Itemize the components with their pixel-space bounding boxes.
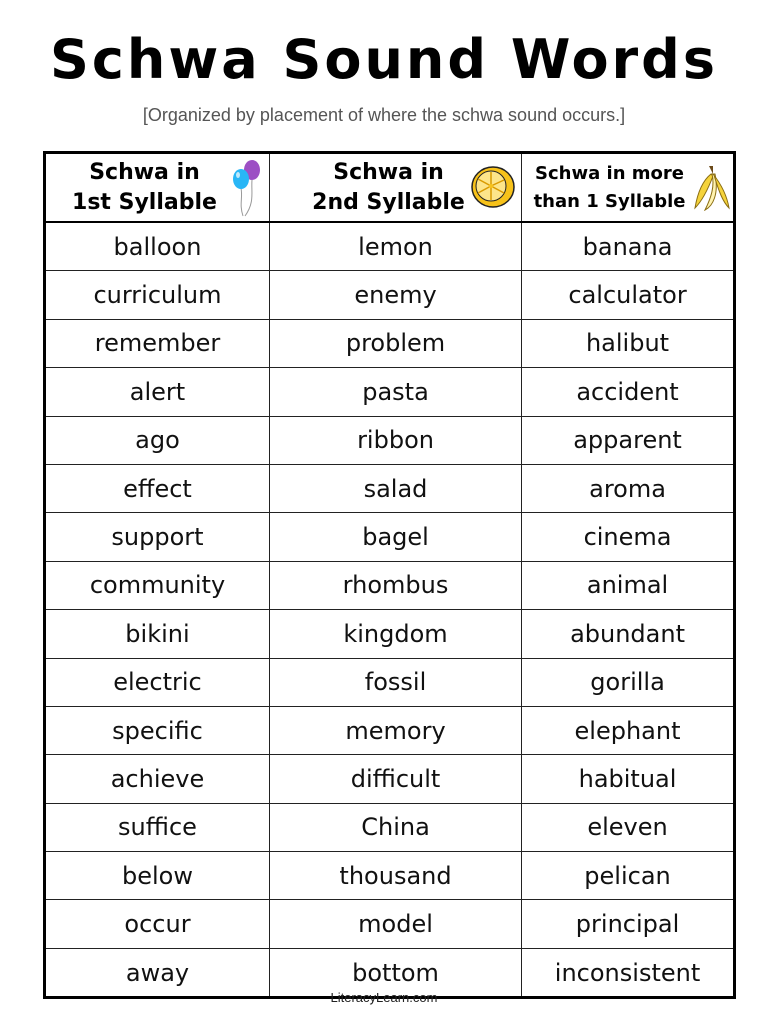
- word-cell: bagel: [269, 513, 521, 561]
- word-cell: halibut: [522, 319, 735, 367]
- header-row: [45, 153, 735, 223]
- table-row: [45, 755, 735, 803]
- table-row: [45, 416, 735, 464]
- table-row: [45, 852, 735, 900]
- header-line-2: than 1 Syllable: [533, 190, 686, 212]
- site-footer: LiteracyLearn.com: [330, 990, 438, 1005]
- word-cell: support: [45, 513, 270, 561]
- word-cell: pelican: [522, 852, 735, 900]
- word-cell: below: [45, 852, 270, 900]
- word-cell: remember: [45, 319, 270, 367]
- header-line-1: Schwa in: [89, 159, 200, 185]
- header-line-2: 2nd Syllable: [312, 189, 465, 215]
- table-row: [45, 368, 735, 416]
- word-cell: elephant: [522, 706, 735, 754]
- word-cell: lemon: [269, 222, 521, 271]
- word-cell: salad: [269, 464, 521, 512]
- table-row: [45, 464, 735, 512]
- word-cell: model: [269, 900, 521, 948]
- table-row: [45, 513, 735, 561]
- word-cell: balloon: [45, 222, 270, 271]
- word-cell: kingdom: [269, 610, 521, 658]
- page-subtitle: [Organized by placement of where the schwa sound occurs.]: [142, 105, 626, 125]
- page-title: Schwa Sound Words: [50, 28, 718, 91]
- table-row: [45, 900, 735, 948]
- word-cell: animal: [522, 561, 735, 609]
- word-cell: thousand: [269, 852, 521, 900]
- word-cell: achieve: [45, 755, 270, 803]
- word-cell: curriculum: [45, 271, 270, 319]
- header-line-2: 1st Syllable: [72, 189, 217, 215]
- balloons-icon: [231, 158, 263, 218]
- word-cell: principal: [522, 900, 735, 948]
- word-cell: electric: [45, 658, 270, 706]
- word-cell: habitual: [522, 755, 735, 803]
- table-row: [45, 319, 735, 367]
- word-cell: effect: [45, 464, 270, 512]
- table-row: [45, 222, 735, 271]
- word-cell: fossil: [269, 658, 521, 706]
- lemon-icon: [469, 164, 517, 210]
- word-cell: problem: [269, 319, 521, 367]
- word-cell: abundant: [522, 610, 735, 658]
- word-cell: rhombus: [269, 561, 521, 609]
- word-cell: specific: [45, 706, 270, 754]
- table-row: [45, 658, 735, 706]
- word-cell: occur: [45, 900, 270, 948]
- header-schwa-second-syllable: [269, 153, 521, 223]
- table-row: [45, 271, 735, 319]
- table-row: [45, 610, 735, 658]
- word-cell: apparent: [522, 416, 735, 464]
- word-cell: away: [45, 948, 270, 997]
- word-cell: gorilla: [522, 658, 735, 706]
- table-row: [45, 706, 735, 754]
- word-cell: alert: [45, 368, 270, 416]
- word-cell: suffice: [45, 803, 270, 851]
- header-schwa-first-syllable: [45, 153, 270, 223]
- word-cell: China: [269, 803, 521, 851]
- header-line-1: Schwa in more: [535, 162, 684, 184]
- word-cell: inconsistent: [554, 958, 701, 987]
- word-cell: difficult: [269, 755, 521, 803]
- word-cell: accident: [522, 368, 735, 416]
- word-cell: cinema: [522, 513, 735, 561]
- word-cell: calculator: [522, 271, 735, 319]
- word-cell: memory: [269, 706, 521, 754]
- word-cell: enemy: [269, 271, 521, 319]
- word-cell: community: [45, 561, 270, 609]
- word-cell: eleven: [522, 803, 735, 851]
- word-cell: ago: [45, 416, 270, 464]
- table-row: [45, 561, 735, 609]
- banana-icon: [691, 162, 731, 214]
- word-cell: bottom: [269, 948, 521, 997]
- header-schwa-multiple-syllables: [522, 153, 735, 223]
- schwa-words-table: [43, 151, 736, 999]
- word-cell: pasta: [269, 368, 521, 416]
- word-cell: ribbon: [269, 416, 521, 464]
- word-cell: aroma: [522, 464, 735, 512]
- table-row: [45, 803, 735, 851]
- word-cell: bikini: [45, 610, 270, 658]
- word-cell: banana: [522, 222, 735, 271]
- header-line-1: Schwa in: [333, 159, 444, 185]
